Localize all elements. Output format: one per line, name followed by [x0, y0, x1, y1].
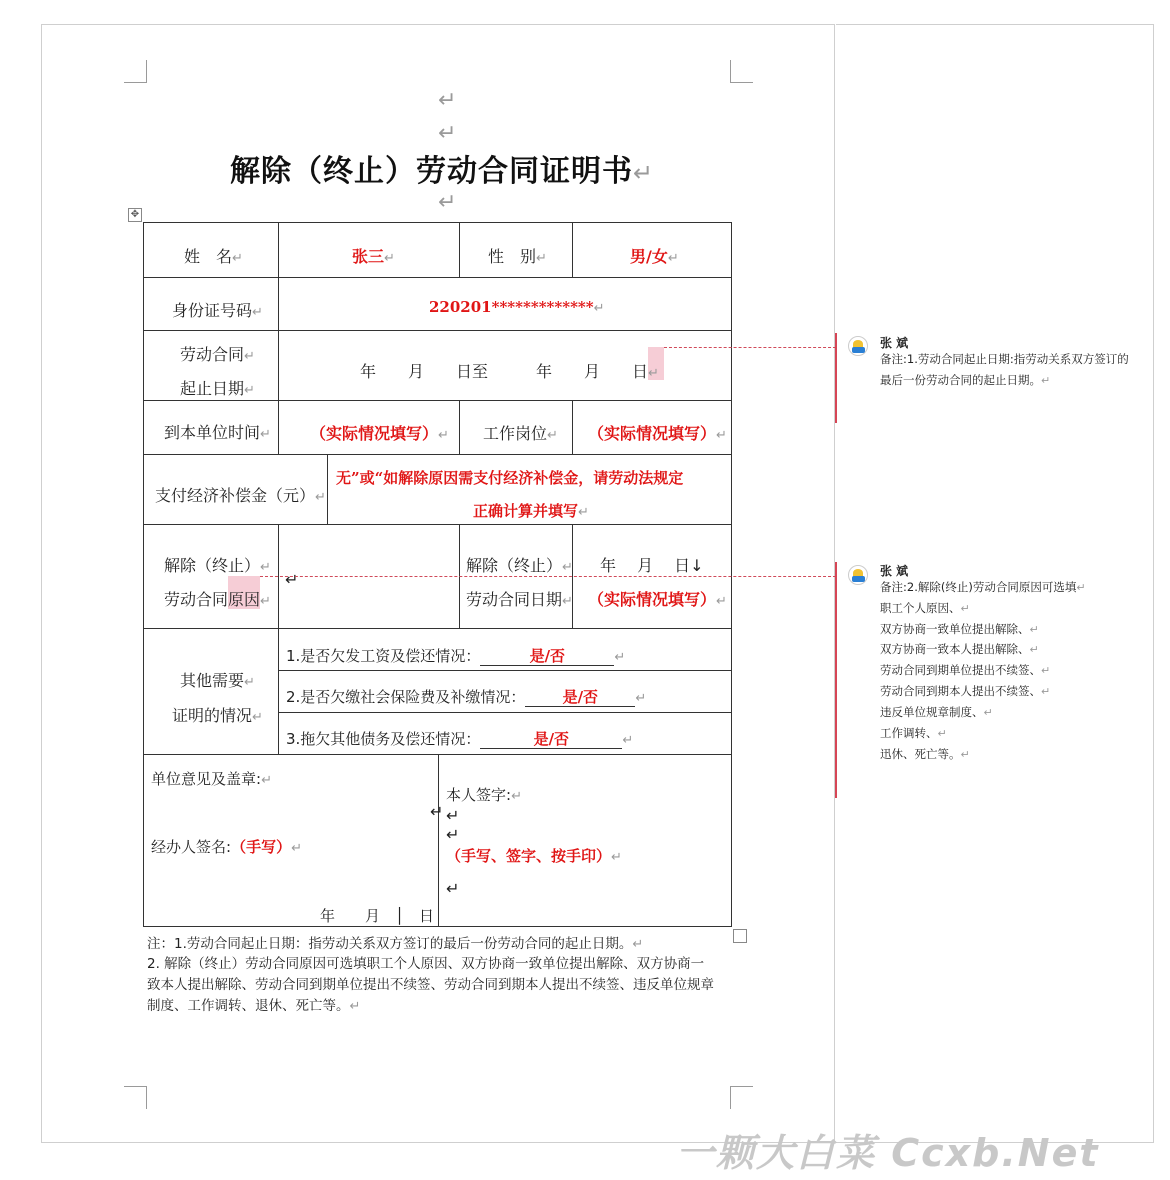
crop-mark-bottom-left: [124, 1086, 147, 1109]
comment-bar-1: [835, 333, 837, 423]
user-avatar-icon: [848, 565, 868, 585]
crop-mark-top-left: [124, 60, 147, 83]
post-value[interactable]: （实际情况填写）↵: [588, 424, 727, 443]
paragraph-mark: ↵: [446, 825, 460, 844]
crop-mark-top-right: [730, 60, 753, 83]
note-line-2: 2. 解除（终止）劳动合同原因可选填职工个人原因、双方协商一致单位提出解除、双方协商一: [147, 956, 705, 972]
unit-date[interactable]: 年 月 │ 日: [320, 907, 435, 925]
comment-connector-2: [260, 576, 836, 577]
self-sign-label: 本人签字:↵: [446, 786, 522, 804]
other-label-line2: 证明的情况↵: [172, 706, 263, 725]
paragraph-mark: ↵: [438, 190, 457, 215]
id-label: 身份证号码↵: [172, 301, 263, 320]
comment-text-line: 工作调转、↵: [880, 726, 947, 740]
item-social-insurance[interactable]: 2.是否欠缴社会保险费及补缴情况： 是/否 ↵: [286, 688, 647, 706]
crop-mark-bottom-right: [730, 1086, 753, 1109]
comment-author: 张 斌: [880, 564, 909, 578]
join-date-value[interactable]: （实际情况填写）↵: [310, 424, 449, 443]
comment-text-line: 最后一份劳动合同的起止日期。↵: [880, 373, 1051, 387]
comment-text-line: 职工个人原因、↵: [880, 601, 970, 615]
reason-label-line1: 解除（终止）↵: [164, 556, 271, 575]
reason-label-line2: 劳动合同原因↵: [164, 590, 271, 609]
comment-author: 张 斌: [880, 336, 909, 350]
paragraph-mark: ↵: [446, 879, 460, 898]
reason-value-empty[interactable]: ↵: [285, 570, 299, 589]
paragraph-mark: ↵: [430, 802, 444, 821]
user-avatar-icon: [848, 336, 868, 356]
contract-dates[interactable]: 年 月 日至 年 月 日↵: [360, 362, 659, 381]
post-label: 工作岗位↵: [483, 424, 558, 443]
document-title[interactable]: 解除（终止）劳动合同证明书↵: [230, 154, 655, 189]
name-label: 姓 名↵: [184, 247, 243, 266]
id-value[interactable]: 220201*************↵: [429, 298, 605, 316]
comment-text-line: 备注:2.解除(终止)劳动合同原因可选填↵: [880, 580, 1086, 594]
comment-text-line: 劳动合同到期本人提出不续签、↵: [880, 684, 1051, 698]
compensation-label: 支付经济补偿金（元）↵: [155, 486, 326, 505]
comment-text-line: 迅休、死亡等。↵: [880, 747, 970, 761]
paragraph-mark: ↵: [446, 806, 460, 825]
other-label-line1: 其他需要↵: [180, 671, 255, 690]
gender-value[interactable]: 男/女↵: [630, 247, 679, 266]
comment-bar-2: [835, 562, 837, 798]
table-move-handle-icon[interactable]: ✥: [128, 208, 142, 222]
end-date-label-line1: 解除（终止）↵: [466, 556, 573, 575]
note-line-1: 注：1.劳动合同起止日期：指劳动关系双方签订的最后一份劳动合同的起止日期。↵: [147, 936, 644, 952]
paragraph-mark: ↵: [438, 88, 457, 113]
name-value[interactable]: 张三↵: [352, 247, 395, 266]
note-line-3: 致本人提出解除、劳动合同到期单位提出不续签、劳动合同到期本人提出不续签、违反单位规章: [147, 977, 714, 993]
join-date-label: 到本单位时间↵: [164, 423, 271, 442]
watermark: 一颗大白菜 Ccxb.Net: [676, 1131, 1100, 1175]
end-date-fill[interactable]: （实际情况填写）↵: [588, 590, 727, 609]
handler-signature[interactable]: 经办人签名:（手写）↵: [151, 838, 302, 856]
compensation-value-line2[interactable]: 正确计算并填写↵: [473, 502, 589, 520]
paragraph-mark: ↵: [438, 121, 457, 146]
end-date-value[interactable]: 年 月 日↓: [600, 556, 704, 575]
comment-text-line: 双方协商一致单位提出解除、↵: [880, 622, 1039, 636]
comment-text-line: 双方协商一致本人提出解除、↵: [880, 642, 1039, 656]
unit-opinion-label: 单位意见及盖章:↵: [151, 770, 272, 788]
table-resize-handle[interactable]: [733, 929, 747, 943]
comment-text-line: 劳动合同到期单位提出不续签、↵: [880, 663, 1051, 677]
item-other-debts[interactable]: 3.拖欠其他债务及偿还情况： 是/否 ↵: [286, 730, 634, 748]
item-unpaid-wages[interactable]: 1.是否欠发工资及偿还情况： 是/否 ↵: [286, 647, 626, 665]
comment-text-line: 备注:1.劳动合同起止日期:指劳动关系双方签订的: [880, 352, 1129, 366]
note-line-4: 制度、工作调转、退休、死亡等。↵: [147, 998, 361, 1014]
end-date-label-line2: 劳动合同日期↵: [466, 590, 573, 609]
contract-label-line1: 劳动合同↵: [180, 345, 255, 364]
comment-text-line: 违反单位规章制度、↵: [880, 705, 993, 719]
gender-label: 性 别↵: [488, 247, 547, 266]
contract-label-line2: 起止日期↵: [180, 379, 255, 398]
comment-connector-1: [664, 347, 836, 348]
compensation-value-line1[interactable]: 无”或“如解除原因需支付经济补偿金，请劳动法规定: [336, 469, 684, 487]
self-sign-value[interactable]: （手写、签字、按手印）↵: [446, 847, 622, 865]
